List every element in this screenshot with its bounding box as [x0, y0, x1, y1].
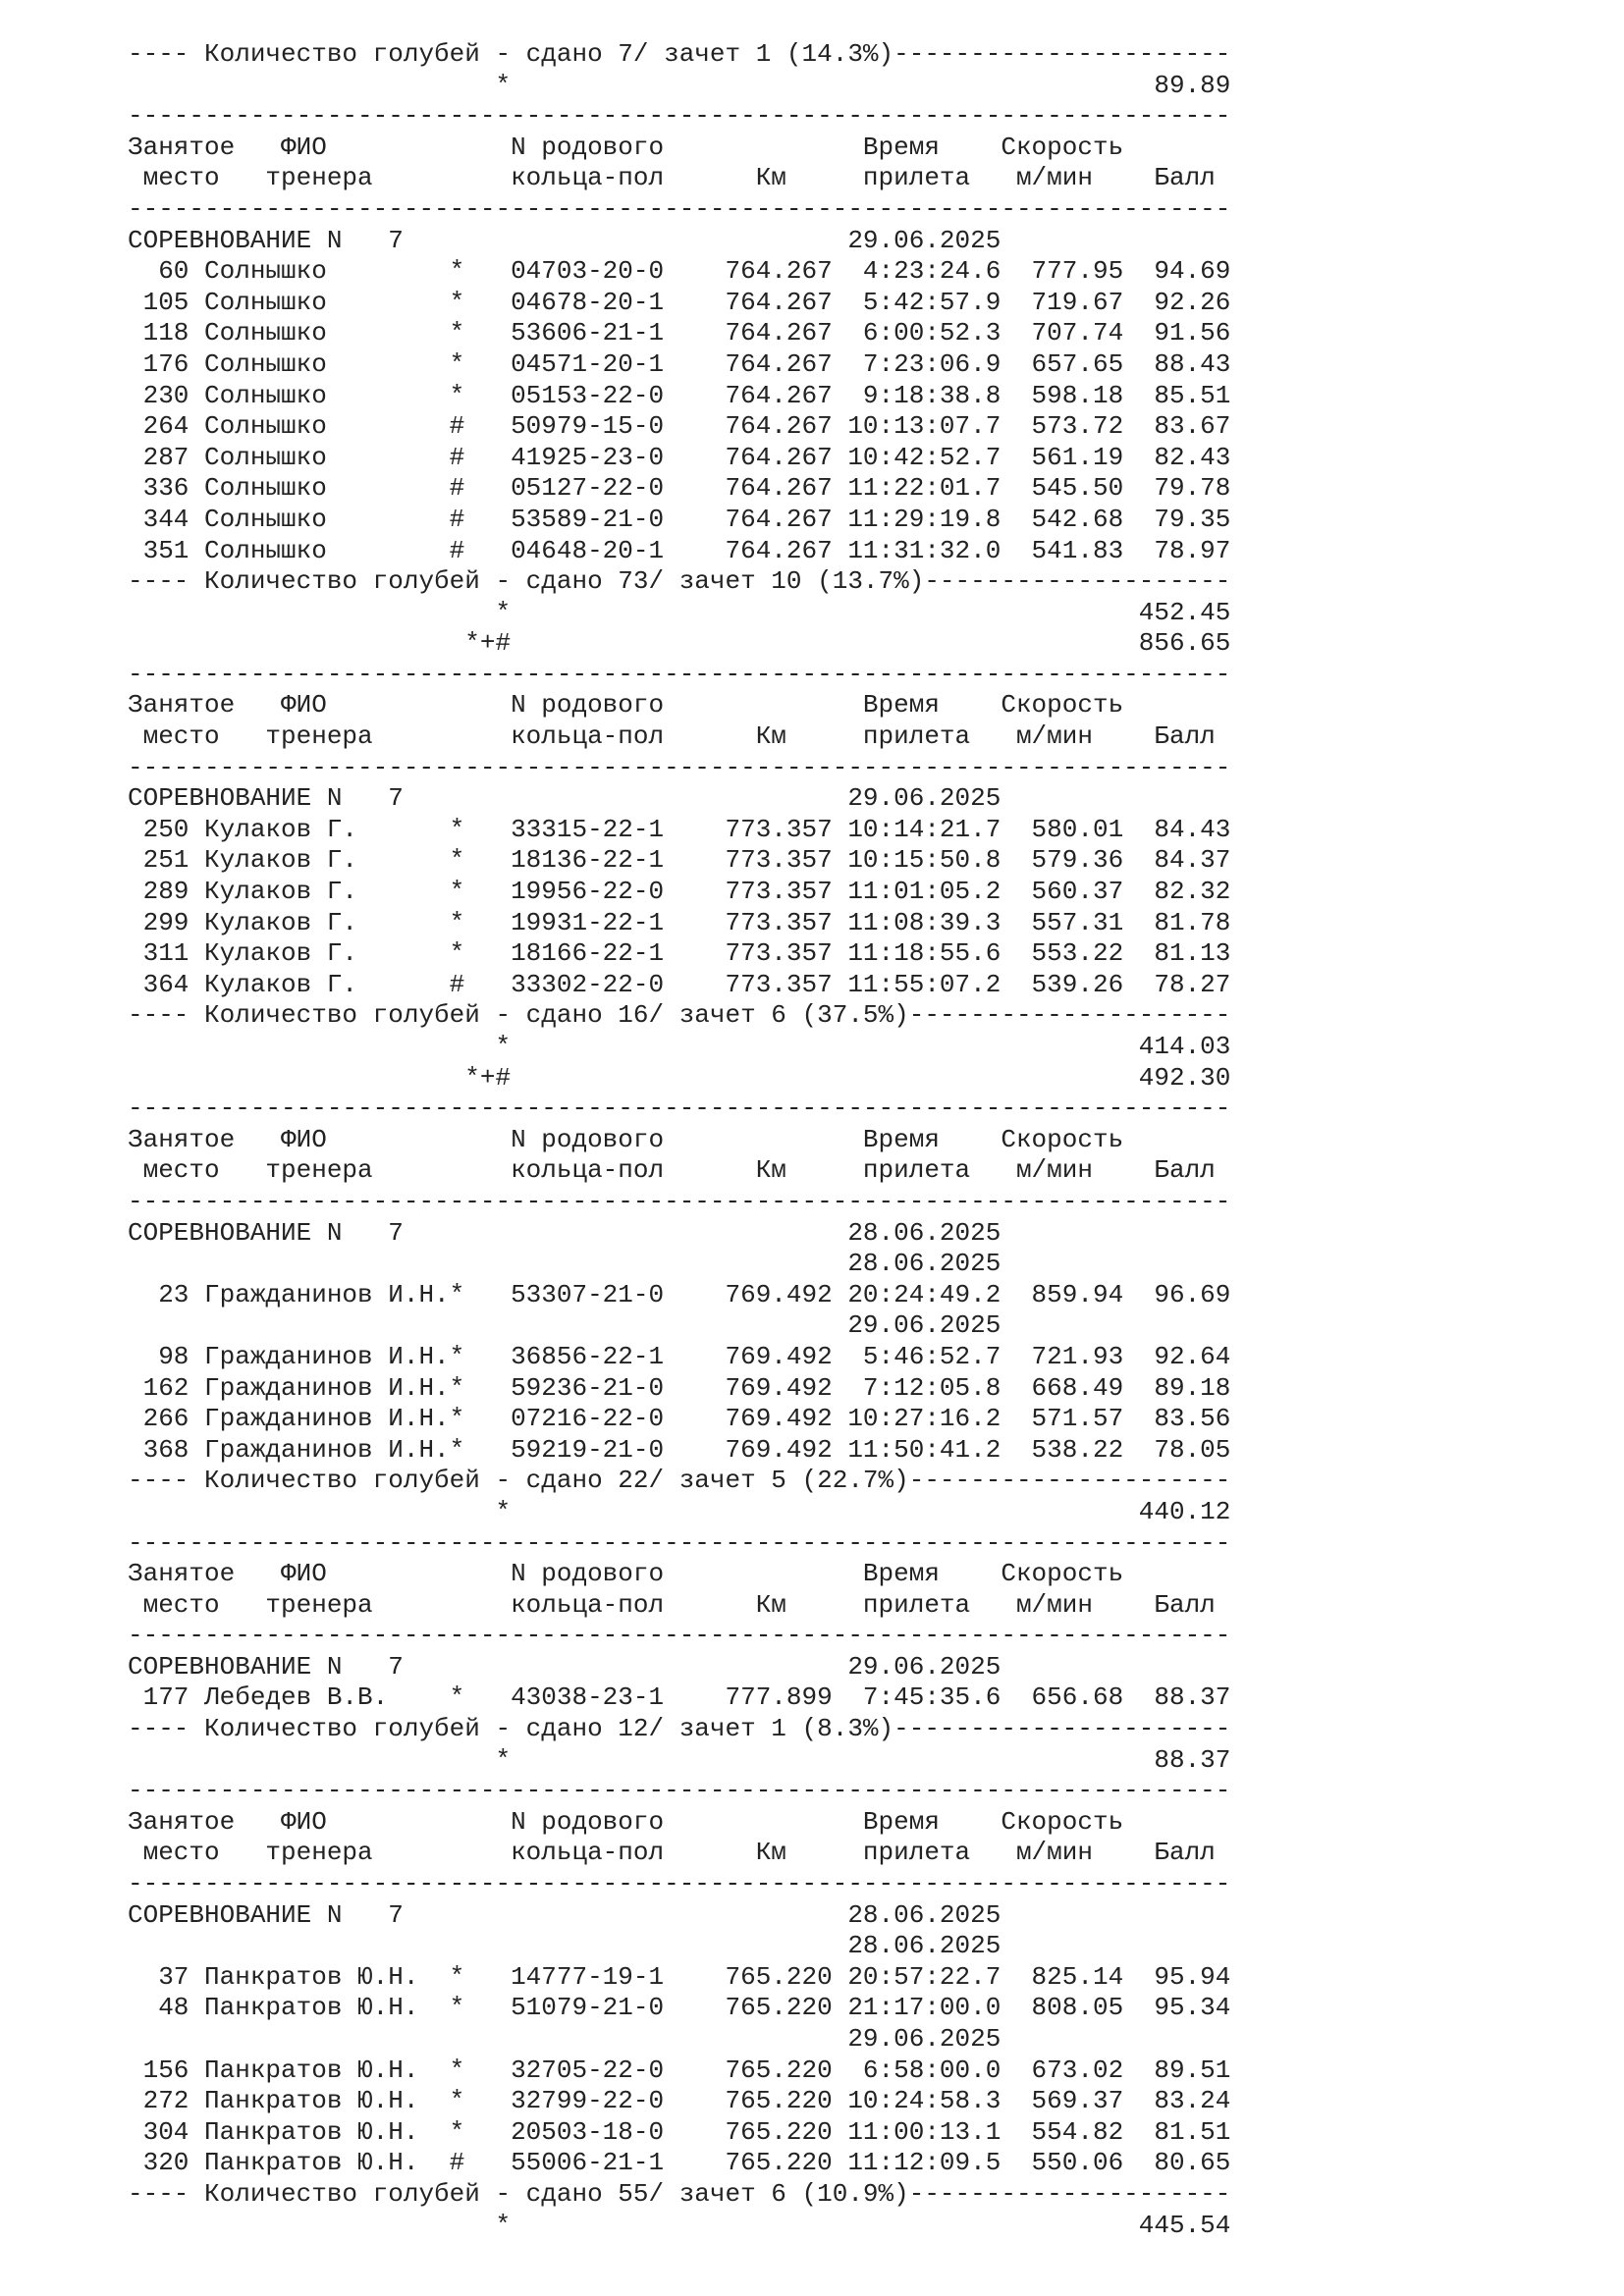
report-line: место тренера кольца-пол Км прилета м/мин Балл [128, 1155, 1216, 1186]
report-line: 29.06.2025 [128, 2024, 1001, 2054]
report-line: Занятое ФИО N родового Время Скорость [128, 132, 1124, 162]
report-line: 177 Лебедев В.В. * 43038-23-1 777.899 7:45:35.6 656.68 88.37 [128, 1682, 1231, 1713]
report-line: место тренера кольца-пол Км прилета м/мин Балл [128, 1838, 1216, 1868]
report-line: ---- Количество голубей - сдано 12/ зачет 1 (8.3%)---------------------- [128, 1714, 1231, 1744]
report-line: 311 Кулаков Г. * 18166-22-1 773.357 11:18:55.6 553.22 81.13 [128, 938, 1231, 969]
report-line: 368 Гражданинов И.Н.* 59219-21-0 769.492 11:50:41.2 538.22 78.05 [128, 1434, 1231, 1465]
report-line: место тренера кольца-пол Км прилета м/мин Балл [128, 721, 1216, 752]
report-line: ------------------------------------------------------------------------ [128, 1527, 1231, 1558]
report-line: * 414.03 [128, 1032, 1231, 1061]
report-line: ------------------------------------------------------------------------ [128, 193, 1231, 224]
report-line: 60 Солнышко * 04703-20-0 764.267 4:23:24.6 777.95 94.69 [128, 256, 1231, 287]
report-line: 272 Панкратов Ю.Н. * 32799-22-0 765.220 10:24:58.3 569.37 83.24 [128, 2086, 1231, 2116]
report-line: Занятое ФИО N родового Время Скорость [128, 1559, 1124, 1589]
report-line: ------------------------------------------------------------------------ [128, 1869, 1231, 1899]
report-line: СОРЕВНОВАНИЕ N 7 29.06.2025 [128, 783, 1001, 814]
report-line: 351 Солнышко # 04648-20-1 764.267 11:31:32.0 541.83 78.97 [128, 535, 1231, 565]
report-line: 48 Панкратов Ю.Н. * 51079-21-0 765.220 21:17:00.0 808.05 95.34 [128, 1993, 1231, 2023]
report-line: СОРЕВНОВАНИЕ N 7 29.06.2025 [128, 1651, 1001, 1682]
report-line: 118 Солнышко * 53606-21-1 764.267 6:00:52.3 707.74 91.56 [128, 318, 1231, 348]
report-line: 250 Кулаков Г. * 33315-22-1 773.357 10:14:21.7 580.01 84.43 [128, 814, 1231, 844]
report-line: ------------------------------------------------------------------------ [128, 1621, 1231, 1651]
report-line: 299 Кулаков Г. * 19931-22-1 773.357 11:08:39.3 557.31 81.78 [128, 907, 1231, 937]
report-line: Занятое ФИО N родового Время Скорость [128, 1806, 1124, 1837]
report-line: 176 Солнышко * 04571-20-1 764.267 7:23:06.9 657.65 88.43 [128, 348, 1231, 379]
report-line: ------------------------------------------------------------------------ [128, 1094, 1231, 1124]
report-line: место тренера кольца-пол Км прилета м/мин Балл [128, 1589, 1216, 1620]
report-line: 37 Панкратов Ю.Н. * 14777-19-1 765.220 20:57:22.7 825.14 95.94 [128, 1961, 1231, 1992]
report-line: 251 Кулаков Г. * 18136-22-1 773.357 10:15:50.8 579.36 84.37 [128, 845, 1231, 876]
report-line: Занятое ФИО N родового Время Скорость [128, 1124, 1124, 1154]
report-line: 105 Солнышко * 04678-20-1 764.267 5:42:57.9 719.67 92.26 [128, 287, 1231, 317]
report-line: * 89.89 [128, 70, 1231, 100]
report-line: 29.06.2025 [128, 1310, 1001, 1341]
report-line: ---- Количество голубей - сдано 73/ зачет 10 (13.7%)-------------------- [128, 566, 1231, 597]
report-line: *+# 856.65 [128, 628, 1231, 659]
report-line: 28.06.2025 [128, 1931, 1001, 1961]
report-line: 156 Панкратов Ю.Н. * 32705-22-0 765.220 6:58:00.0 673.02 89.51 [128, 2055, 1231, 2085]
report-line: СОРЕВНОВАНИЕ N 7 28.06.2025 [128, 1217, 1001, 1248]
report-line: * 452.45 [128, 597, 1231, 627]
report-line: 287 Солнышко # 41925-23-0 764.267 10:42:52.7 561.19 82.43 [128, 442, 1231, 472]
report-line: ------------------------------------------------------------------------ [128, 752, 1231, 782]
report-line: 98 Гражданинов И.Н.* 36856-22-1 769.492 5:46:52.7 721.93 92.64 [128, 1341, 1231, 1371]
report-line: 289 Кулаков Г. * 19956-22-0 773.357 11:01:05.2 560.37 82.32 [128, 877, 1231, 907]
report-line: ------------------------------------------------------------------------ [128, 659, 1231, 689]
report-line: 344 Солнышко # 53589-21-0 764.267 11:29:19.8 542.68 79.35 [128, 504, 1231, 534]
report-line: 266 Гражданинов И.Н.* 07216-22-0 769.492 10:27:16.2 571.57 83.56 [128, 1404, 1231, 1434]
report-line: ---- Количество голубей - сдано 55/ зачет 6 (10.9%)--------------------- [128, 2178, 1231, 2209]
report-line: 264 Солнышко # 50979-15-0 764.267 10:13:07.7 573.72 83.67 [128, 411, 1231, 442]
report-line: Занятое ФИО N родового Время Скорость [128, 690, 1124, 721]
report-printout [128, 39, 1230, 2241]
report-line: СОРЕВНОВАНИЕ N 7 29.06.2025 [128, 225, 1001, 255]
report-line: ---- Количество голубей - сдано 22/ зачет 5 (22.7%)--------------------- [128, 1466, 1231, 1496]
report-line: * 88.37 [128, 1744, 1231, 1775]
report-line: 336 Солнышко # 05127-22-0 764.267 11:22:01.7 545.50 79.78 [128, 473, 1231, 504]
report-line: 23 Гражданинов И.Н.* 53307-21-0 769.492 20:24:49.2 859.94 96.69 [128, 1279, 1231, 1309]
report-line: ---- Количество голубей - сдано 7/ зачет 1 (14.3%)---------------------- [128, 39, 1231, 69]
report-line: ---- Количество голубей - сдано 16/ зачет 6 (37.5%)--------------------- [128, 1000, 1231, 1031]
report-line: 304 Панкратов Ю.Н. * 20503-18-0 765.220 11:00:13.1 554.82 81.51 [128, 2116, 1231, 2147]
report-line: ------------------------------------------------------------------------ [128, 1776, 1231, 1806]
report-line: 320 Панкратов Ю.Н. # 55006-21-1 765.220 11:12:09.5 550.06 80.65 [128, 2148, 1231, 2178]
report-line: 162 Гражданинов И.Н.* 59236-21-0 769.492 7:12:05.8 668.49 89.18 [128, 1372, 1231, 1403]
report-line: 230 Солнышко * 05153-22-0 764.267 9:18:38.8 598.18 85.51 [128, 380, 1231, 410]
report-line: ------------------------------------------------------------------------ [128, 1186, 1231, 1216]
report-line: 364 Кулаков Г. # 33302-22-0 773.357 11:55:07.2 539.26 78.27 [128, 969, 1231, 999]
report-line: * 445.54 [128, 2210, 1231, 2240]
report-line: СОРЕВНОВАНИЕ N 7 28.06.2025 [128, 1899, 1001, 1930]
report-line: ------------------------------------------------------------------------ [128, 101, 1231, 132]
report-line: место тренера кольца-пол Км прилета м/мин Балл [128, 163, 1216, 193]
report-line: *+# 492.30 [128, 1062, 1231, 1093]
report-line: 28.06.2025 [128, 1249, 1001, 1279]
report-line: * 440.12 [128, 1496, 1231, 1526]
